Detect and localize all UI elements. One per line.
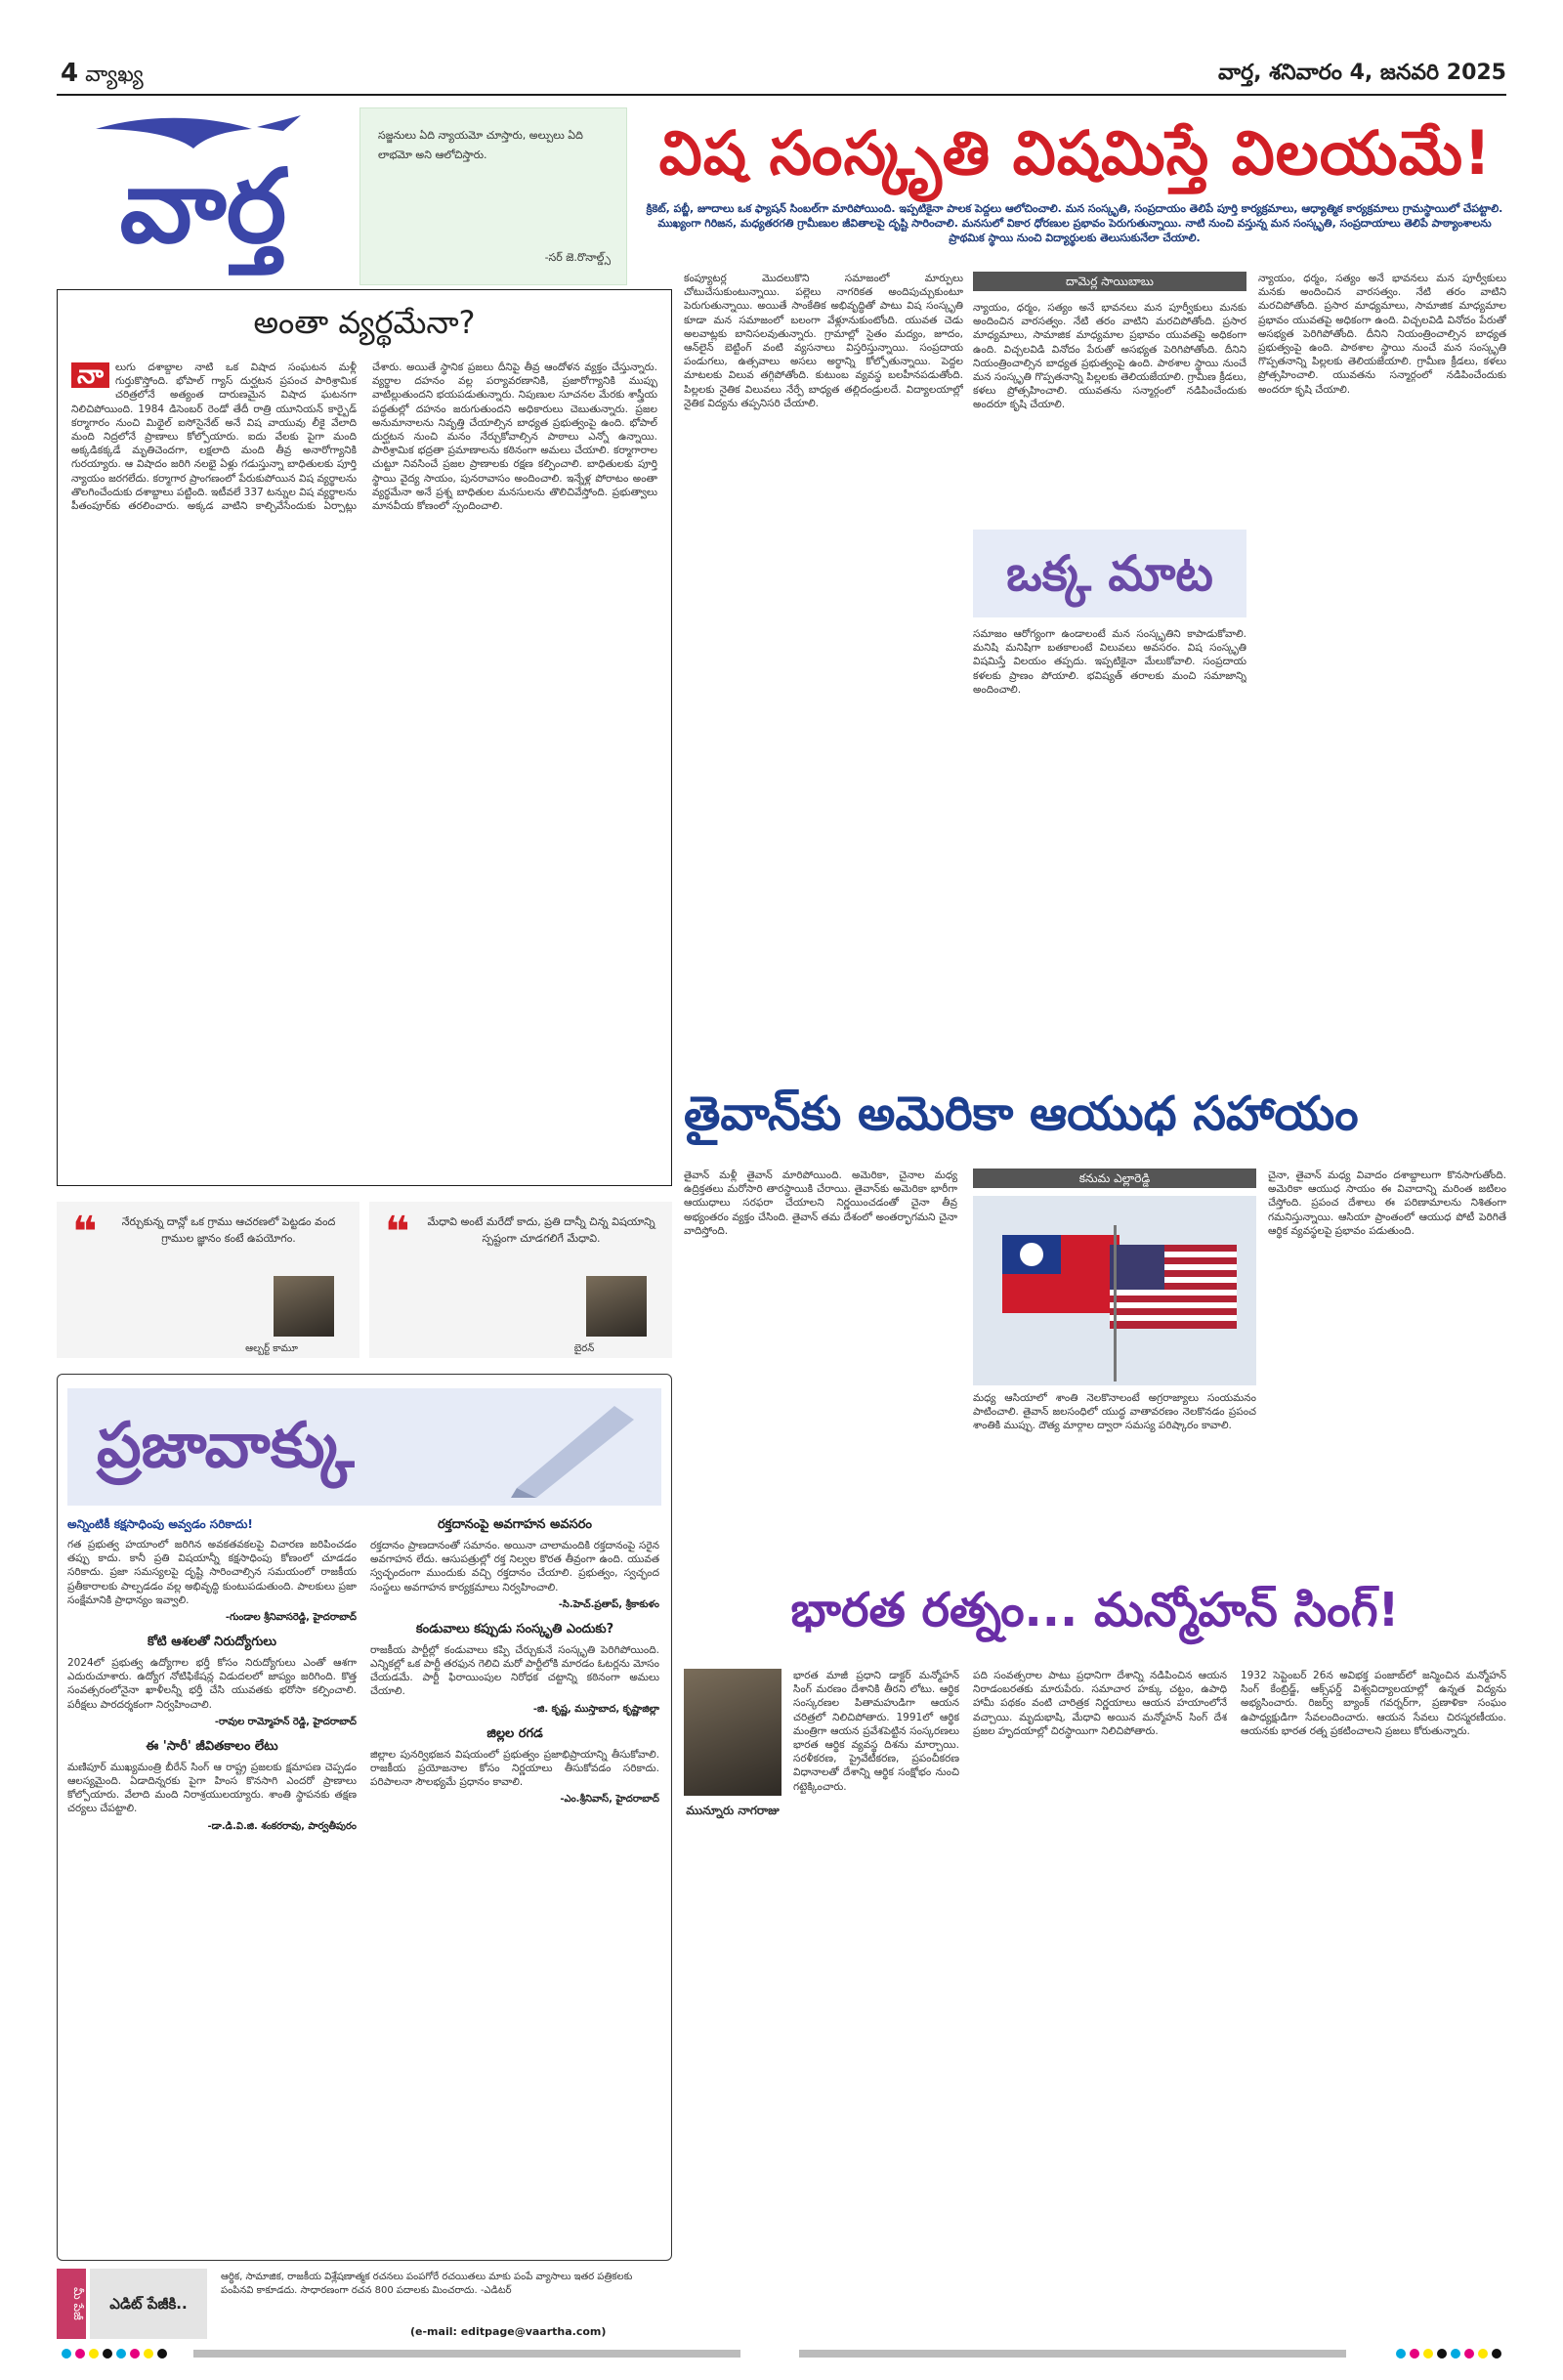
registration-marks <box>57 2347 1506 2360</box>
okka-maata-box <box>973 530 1246 617</box>
singh-col-1: భారత మాజీ ప్రధాని డాక్టర్ మన్మోహన్ సింగ్ మరణం దేశానికి తీరని లోటు. ఆర్థిక సంస్కరణల పితామహుడిగా ఆయన చరిత్రలో నిలిచిపోతారు. 1991లో ఆర్థిక మంత్రిగా ఆయన ప్రవేశపెట్టిన సంస్కరణలు భారత ఆర్థిక వ్యవస్థ దిశను మార్చాయి. సరళీకరణ, ప్రైవేటీకరణ, ప్రపంచీకరణ విధానాలతో దేశాన్ని ఆర్థిక సంక్షోభం నుంచి గట్టెక్కించారు. <box>793 1670 959 1793</box>
letter-body: రాజకీయ పార్టీల్లో కండువాలు కప్పి చేర్చుకునే సంస్కృతి పెరిగిపోయింది. ఎన్నికల్లో ఒక పార్టీ తరఫున గెలిచి మరో పార్టీలోకి మారడం ఓటర్లను మోసం చేయడమే. పార్టీ ఫిరాయింపుల నిరోధక చట్టాన్ని కఠినంగా అమలు చేయాలి. <box>370 1643 659 1698</box>
letter-title: ఈ 'సారీ' జీవితకాలం లేటు <box>146 1738 278 1754</box>
praja-vaakku-banner <box>67 1388 661 1506</box>
pull-quote-text: నేర్చుకున్న దాన్లో ఒక గ్రాము ఆచరణలో పెట్టడం వంద గ్రాముల జ్ఞానం కంటే ఉపయోగం. <box>121 1215 336 1245</box>
footer-email: (e-mail: editpage@vaartha.com) <box>410 2325 607 2338</box>
singh-col-3: 1932 సెప్టెంబర్ 26న అవిభక్త పంజాబ్‌లో జన్మించిన మన్మోహన్ సింగ్ కేంబ్రిడ్జ్, ఆక్స్‌ఫర్డ్ విశ్వవిద్యాలయాల్లో ఉన్నత విద్యను అభ్యసించారు. రిజర్వ్ బ్యాంక్ గవర్నర్‌గా, ప్రణాళికా సంఘం ఉపాధ్యక్షుడిగా సేవలందించారు. ఆయన సేవలు చిరస్మరణీయం. ఆయనకు భారత రత్న ప్రకటించాలని ప్రజలు కోరుతున్నారు. <box>1241 1670 1506 1737</box>
masthead-logo <box>57 109 350 276</box>
praja-vaakku-title: ప్రజావాక్కు <box>97 1410 355 1482</box>
letter-body: మణిపూర్ ముఖ్యమంత్రి బీరేన్ సింగ్ ఆ రాష్ట్ర ప్రజలకు క్షమాపణ చెప్పడం ఆలస్యమైంది. ఏడాదిన్నరకు పైగా హింస కొనసాగి ఎందరో ప్రాణాలు కోల్పోయారు. వేలాది మంది నిరాశ్రయులయ్యారు. శాంతి స్థాపనకు తక్షణ చర్యలు చేపట్టాలి. <box>67 1761 357 1815</box>
praja-vaakku-box <box>57 1374 672 2261</box>
main-story-text: సమాజం ఆరోగ్యంగా ఉండాలంటే మన సంస్కృతిని కాపాడుకోవాలి. మనిషి మనిషిగా బతకాలంటే విలువలు అవసరం. విష సంస్కృతి విషమిస్తే విలయం తప్పదు. ఇప్పటికైనా మేలుకోవాలి. సంప్రదాయ కళలకు ప్రాణం పోయాలి. భవిష్యత్ తరాలకు మంచి సమాజాన్ని అందించాలి. <box>973 628 1246 696</box>
masthead-name: వార్త <box>119 147 287 266</box>
page-number: 4 <box>61 59 79 88</box>
main-story-text: న్యాయం, ధర్మం, సత్యం అనే భావనలు మన పూర్వీకులు మనకు అందించిన వారసత్వం. నేటి తరం వాటిని మరచిపోతోంది. ప్రసార మాధ్యమాలు, సామాజిక మాధ్యమాల ప్రభావం యువతపై అధికంగా ఉంది. విచ్చలవిడి వినోదం పేరుతో అసభ్యత పెరిగిపోతోంది. దీనిని నియంత్రించాల్సిన బాధ్యత ప్రభుత్వంపై ఉంది. పాఠశాల స్థాయి నుంచే మన సంస్కృతి గొప్పతనాన్ని పిల్లలకు తెలియజేయాలి. గ్రామీణ క్రీడలు, కళలు ప్రోత్సహించాలి. యువతను సన్మార్గంలో నడిపించేందుకు అందరూ కృషి చేయాలి. <box>1258 273 1506 396</box>
letters-col-right <box>370 1517 659 2250</box>
letter-signature: -సి.హెచ్.ప్రతాప్, శ్రీకాకుళం <box>558 1598 659 1610</box>
letter-signature: -గుండాల శ్రీనివాసరెడ్డి, హైదరాబాద్ <box>225 1612 357 1624</box>
okka-maata-title: ఒక్క మాట <box>1006 545 1213 602</box>
pull-quote-text: మేధావి అంటే మరేదో కాదు, ప్రతి దాన్నీ చిన్న విషయాన్ని స్పష్టంగా చూడగలిగే మేధావి. <box>427 1215 655 1245</box>
letter-body: రక్తదానం ప్రాణదానంతో సమానం. అయినా చాలామందికి రక్తదానంపై సరైన అవగాహన లేదు. ఆసుపత్రుల్లో రక్త నిల్వల కొరత తీవ్రంగా ఉంది. యువత స్వచ్ఛందంగా ముందుకు వచ్చి రక్తదానం చేయాలి. ప్రభుత్వం, స్వచ్ఛంద సంస్థలు అవగాహన కార్యక్రమాలు నిర్వహించాలి. <box>370 1540 659 1594</box>
main-story-col-3 <box>1258 272 1506 1063</box>
quote-box-top <box>359 107 627 285</box>
page-header-left <box>61 59 144 92</box>
pull-quote-2 <box>369 1202 672 1358</box>
date-line: వార్త, శనివారం 4, జనవరి 2025 <box>1217 61 1506 85</box>
taiwan-byline: కనుమ ఎల్లారెడ్డి <box>973 1169 1256 1188</box>
pull-quote-1 <box>57 1202 359 1358</box>
main-story-text: కంప్యూటర్ల మొదలుకొని సమాజంలో మార్పులు చోటుచేసుకుంటున్నాయి. పల్లెలు నాగరికత అందిపుచ్చుకుంటూ పెరుగుతున్నాయి. అయితే సాంకేతిక అభివృద్ధితో పాటు విష సంస్కృతి కూడా మన సమాజంలో బలంగా వేళ్లూనుకుంటోంది. యువత చెడు అలవాట్లకు బానిసలవుతున్నారు. గ్రామాల్లో సైతం మద్యం, జూదం, ఆన్‌లైన్ బెట్టింగ్ వంటి వ్యసనాలు విస్తరిస్తున్నాయి. సంప్రదాయ పండుగలు, ఉత్సవాలు అసలు అర్థాన్ని కోల్పోతున్నాయి. పెద్దల మాటలకు విలువ తగ్గిపోతోంది. కుటుంబ వ్యవస్థ బలహీనపడుతోంది. పిల్లలకు నైతిక విలువలు నేర్పే బాధ్యత తల్లిదండ్రులదే. విద్యాలయాల్లో నైతిక విద్యను తప్పనిసరి చేయాలి. <box>684 273 963 409</box>
header-rule <box>57 94 1506 96</box>
dropcap: నా <box>71 362 109 388</box>
section-name: వ్యాఖ్య <box>85 63 144 87</box>
quote-text: సజ్జనులు ఏది న్యాయమో చూస్తారు, అల్పులు ఏది లాభమో అని ఆలోచిస్తారు. <box>378 129 583 161</box>
pull-quote-author: ఆల్బర్ట్ కామూ <box>245 1343 298 1354</box>
footer-note: ఆర్థిక, సామాజిక, రాజకీయ విశ్లేషణాత్మక రచనలు పంపగోరే రచయితలు మాకు పంపే వ్యాసాలు ఇతర పత్రికలకు పంపినవి కాకూడదు. సాధారణంగా రచన 800 పదాలకు మించరాదు. -ఎడిటర్ <box>221 2272 633 2296</box>
letter-title: అన్నింటికీ కక్షసాధింపు అవ్వడం సరికాదు! <box>67 1517 253 1531</box>
author-photo <box>274 1276 334 1337</box>
singh-headline: భారత రత్నం... మన్మోహన్ సింగ్! <box>790 1583 1400 1637</box>
singh-col-2: పది సంవత్సరాల పాటు ప్రధానిగా దేశాన్ని నడిపించిన ఆయన నిరాడంబరతకు మారుపేరు. సమాచార హక్కు చట్టం, ఉపాధి హామీ పథకం వంటి చారిత్రక నిర్ణయాలు ఆయన హయాంలోనే వచ్చాయి. మృదుభాషి, మేధావి అయిన మన్మోహన్ సింగ్ దేశ ప్రజల హృదయాల్లో చిరస్థాయిగా నిలిచిపోతారు. <box>973 1670 1227 1737</box>
letter-title: కండువాలు కప్పుడు సంస్కృతి ఎందుకు? <box>415 1621 614 1636</box>
pull-quote-author: బైరన్ <box>573 1343 595 1354</box>
main-deck: క్రికెట్, పబ్జీ, జూదాలు ఒక ఫ్యాషన్ సింబల్‌గా మారిపోయింది. ఇప్పటికైనా పాలక పెద్దలు ఆలోచించాలి. మన సంస్కృతి, సంప్రదాయం తెలిపే పూర్తి కార్యక్రమాలు, ఆధ్యాత్మిక కార్యక్రమాలు గ్రామస్థాయిలో చేపట్టాలి. ముఖ్యంగా గిరిజన, మధ్యతరగతి గ్రామీణుల జీవితాలపై దృష్టి సారించాలి. మనసులో వికార ధోరణుల ప్రభావం పెరుగుతున్నాయి. నాటి నుంచి వస్తున్న మన సంస్కృతి, సంప్రదాయాలు తెలిపే పాఠ్యాంశాలను ప్రాథమిక స్థాయి నుంచి విద్యార్థులకు తెలుసుకునేలా చేయాలి. <box>646 202 1503 244</box>
author-photo <box>586 1276 647 1337</box>
letters-col-left <box>67 1517 357 2250</box>
letter-body: గత ప్రభుత్వ హయాంలో జరిగిన అవకతవకలపై విచారణ జరిపించడం తప్పు కాదు. కానీ ప్రతి విషయాన్నీ కక్షసాధింపు కోణంలో చూడడం సరికాదు. ప్రజా సమస్యలపై దృష్టి సారించాల్సిన సమయంలో రాజకీయ ప్రతీకారాలకు పాల్పడడం వల్ల అభివృద్ధి కుంటుపడుతుంది. పాలకులు ప్రజా సంక్షేమానికి ప్రాధాన్యం ఇవ్వాలి. <box>67 1539 357 1606</box>
letter-signature: -రావుల రామ్మోహన్ రెడ్డి, హైదరాబాద్ <box>214 1716 357 1727</box>
singh-byline: మున్నూరు నాగరాజు <box>686 1804 780 1817</box>
letter-title: రక్తదానంపై అవగాహన అవసరం <box>437 1517 593 1532</box>
quote-mark-icon: ❝ <box>72 1208 98 1257</box>
letter-title: కోటి ఆశలతో నిరుద్యోగులు <box>148 1635 276 1650</box>
byline-bar: దామెర్ల సాయిబాబు <box>973 272 1246 291</box>
main-story-text: న్యాయం, ధర్మం, సత్యం అనే భావనలు మన పూర్వీకులు మనకు అందించిన వారసత్వం. నేటి తరం వాటిని మరచిపోతోంది. ప్రసార మాధ్యమాలు, సామాజిక మాధ్యమాల ప్రభావం యువతపై అధికంగా ఉంది. విచ్చలవిడి వినోదం పేరుతో అసభ్యత పెరిగిపోతోంది. దీనిని నియంత్రించాల్సిన బాధ్యత ప్రభుత్వంపై ఉంది. పాఠశాల స్థాయి నుంచే మన సంస్కృతి గొప్పతనాన్ని పిల్లలకు తెలియజేయాలి. గ్రామీణ క్రీడలు, కళలు ప్రోత్సహించాలి. యువతను సన్మార్గంలో నడిపించేందుకు అందరూ కృషి చేయాలి. <box>973 302 1246 411</box>
letter-signature: -డా.డి.వి.జి. శంకరరావు, పార్వతీపురం <box>207 1820 357 1832</box>
us-flag <box>1110 1245 1237 1329</box>
footer-edit-page-label: ఎడిట్ పేజీకి.. <box>90 2269 207 2339</box>
taiwan-col-2: మధ్య ఆసియాలో శాంతి నెలకొనాలంటే అగ్రరాజ్యాలు సంయమనం పాటించాలి. తైవాన్ జలసంధిలో యుద్ధ వాతావరణం నెలకొనడం ప్రపంచ శాంతికి ముప్పు. దౌత్య మార్గాల ద్వారా సమస్య పరిష్కారం కావాలి. <box>973 1392 1256 1432</box>
editorial-text: లుగు దశాబ్దాల నాటి ఒక విషాద సంఘటన మళ్లీ గుర్తుకొస్తోంది. భోపాల్ గ్యాస్ దుర్ఘటన ప్రపంచ పారిశ్రామిక చరిత్రలోనే అత్యంత దారుణమైన విషాద ఘటనగా నిలిచిపోయింది. 1984 డిసెంబర్ రెండో తేదీ రాత్రి యూనియన్ కార్బైడ్ కర్మాగారం నుంచి మిథైల్ ఐసోసైనేట్ అనే విష వాయువు లీకై వేలాది మంది నిద్రలోనే ప్రాణాలు కోల్పోయారు. ఐదు వేలకు పైగా మంది అక్కడికక్కడే మృతిచెందగా, లక్షలాది మంది తీవ్ర అనారోగ్యానికి గురయ్యారు. ఆ విషాదం జరిగి నలభై ఏళ్లు గడుస్తున్నా బాధితులకు పూర్తి న్యాయం జరగలేదు. కర్మాగార ప్రాంగణంలో పేరుకుపోయిన విష వ్యర్థాలను తొలగించేందుకు దశాబ్దాలు పట్టింది. ఇటీవలే 337 టన్నుల విష వ్యర్థాలను పీతంపూర్‌కు తరలించారు. అక్కడ వాటిని కాల్చివేసేందుకు ఏర్పాట్లు చేశారు. అయితే స్థానిక ప్రజలు దీనిపై తీవ్ర ఆందోళన వ్యక్తం చేస్తున్నారు. వ్యర్థాల దహనం వల్ల పర్యావరణానికి, ప్రజారోగ్యానికి ముప్పు వాటిల్లుతుందని భయపడుతున్నారు. నిపుణుల సూచనల మేరకు శాస్త్రీయ పద్ధతుల్లో దహనం జరుగుతుందని అధికారులు చెబుతున్నారు. ప్రజల అనుమానాలను నివృత్తి చేయాల్సిన బాధ్యత ప్రభుత్వంపై ఉంది. భోపాల్ దుర్ఘటన నుంచి మనం నేర్చుకోవాల్సిన పాఠాలు ఎన్నో ఉన్నాయి. పారిశ్రామిక భద్రతా ప్రమాణాలను కఠినంగా అమలు చేయాలి. కర్మాగారాల చుట్టూ నివసించే ప్రజల ప్రాణాలకు రక్షణ కల్పించాలి. బాధితులకు పూర్తి స్థాయి వైద్య సాయం, పునరావాసం అందించాలి. ఇన్నేళ్ల పోరాటం అంతా వ్యర్థమేనా అనే ప్రశ్న బాధితుల మనసులను తొలిచివేస్తోంది. ప్రభుత్వాలు మానవీయ కోణంలో స్పందించాలి. <box>71 361 657 513</box>
editorial-headline: అంతా వ్యర్థమేనా? <box>253 304 476 341</box>
editorial-body <box>71 361 657 1169</box>
flags-image <box>973 1196 1256 1385</box>
letter-signature: -ఎం.శ్రీనివాస్, హైదరాబాద్ <box>560 1794 659 1806</box>
editorial-box <box>57 289 672 1186</box>
fountain-pen-icon <box>497 1396 644 1498</box>
footer-side-label: మీ పేజీ <box>57 2269 86 2339</box>
letter-title: జిల్లల రగడ <box>486 1725 543 1741</box>
letter-signature: -జి. కృష్ణ, ముస్తాబాద, కృష్ణాజిల్లా <box>532 1703 659 1715</box>
letter-body: 2024లో ప్రభుత్వ ఉద్యోగాల భర్తీ కోసం నిరుద్యోగులు ఎంతో ఆశగా ఎదురుచూశారు. ఉద్యోగ నోటిఫికేషన్ల విడుదలలో జాప్యం జరిగింది. కొత్త సంవత్సరంలోనైనా ఖాళీలన్నీ భర్తీ చేసి యువతకు భరోసా కల్పించాలి. పరీక్షలు పారదర్శకంగా నిర్వహించాలి. <box>67 1657 357 1711</box>
letter-body: జిల్లాల పునర్విభజన విషయంలో ప్రభుత్వం ప్రజాభిప్రాయాన్ని తీసుకోవాలి. రాజకీయ ప్రయోజనాల కోసం నిర్ణయాలు తీసుకోవడం సరికాదు. పరిపాలనా సౌలభ్యమే ప్రధానం కావాలి. <box>370 1748 659 1789</box>
quote-mark-icon: ❝ <box>385 1208 410 1257</box>
taiwan-col-1: తైవాన్ మళ్లీ తైవాన్ మారిపోయింది. అమెరికా, చైనాల మధ్య ఉద్రిక్తతలు మరోసారి తారస్థాయికి చేరాయి. తైవాన్‌కు అమెరికా భారీగా ఆయుధాలు సరఫరా చేయాలని నిర్ణయించడంతో చైనా తీవ్ర అభ్యంతరం వ్యక్తం చేసింది. తైవాన్ తమ దేశంలో అంతర్భాగమని చైనా వాదిస్తోంది. <box>684 1169 957 1237</box>
taiwan-col-3: చైనా, తైవాన్ మధ్య వివాదం దశాబ్దాలుగా కొనసాగుతోంది. అమెరికా ఆయుధ సాయం ఈ వివాదాన్ని మరింత జటిలం చేస్తోంది. ప్రపంచ దేశాలు ఈ పరిణామాలను నిశితంగా గమనిస్తున్నాయి. ఆసియా ప్రాంతంలో ఆయుధ పోటీ పెరిగితే ఆర్థిక వ్యవస్థలపై ప్రభావం పడుతుంది. <box>1268 1169 1506 1237</box>
taiwan-headline: తైవాన్‌కు అమెరికా ఆయుధ సహాయం <box>684 1086 1359 1141</box>
byline-photo <box>684 1669 782 1796</box>
editorial-body-wrap <box>71 361 657 1169</box>
quote-author: -సర్ జె.రొనాల్డ్స్ <box>544 251 611 264</box>
main-story-col-2-wrap <box>973 272 1246 1063</box>
main-story-col-1 <box>684 272 963 1063</box>
main-headline: విష సంస్కృతి విషమిస్తే విలయమే! <box>658 117 1493 189</box>
